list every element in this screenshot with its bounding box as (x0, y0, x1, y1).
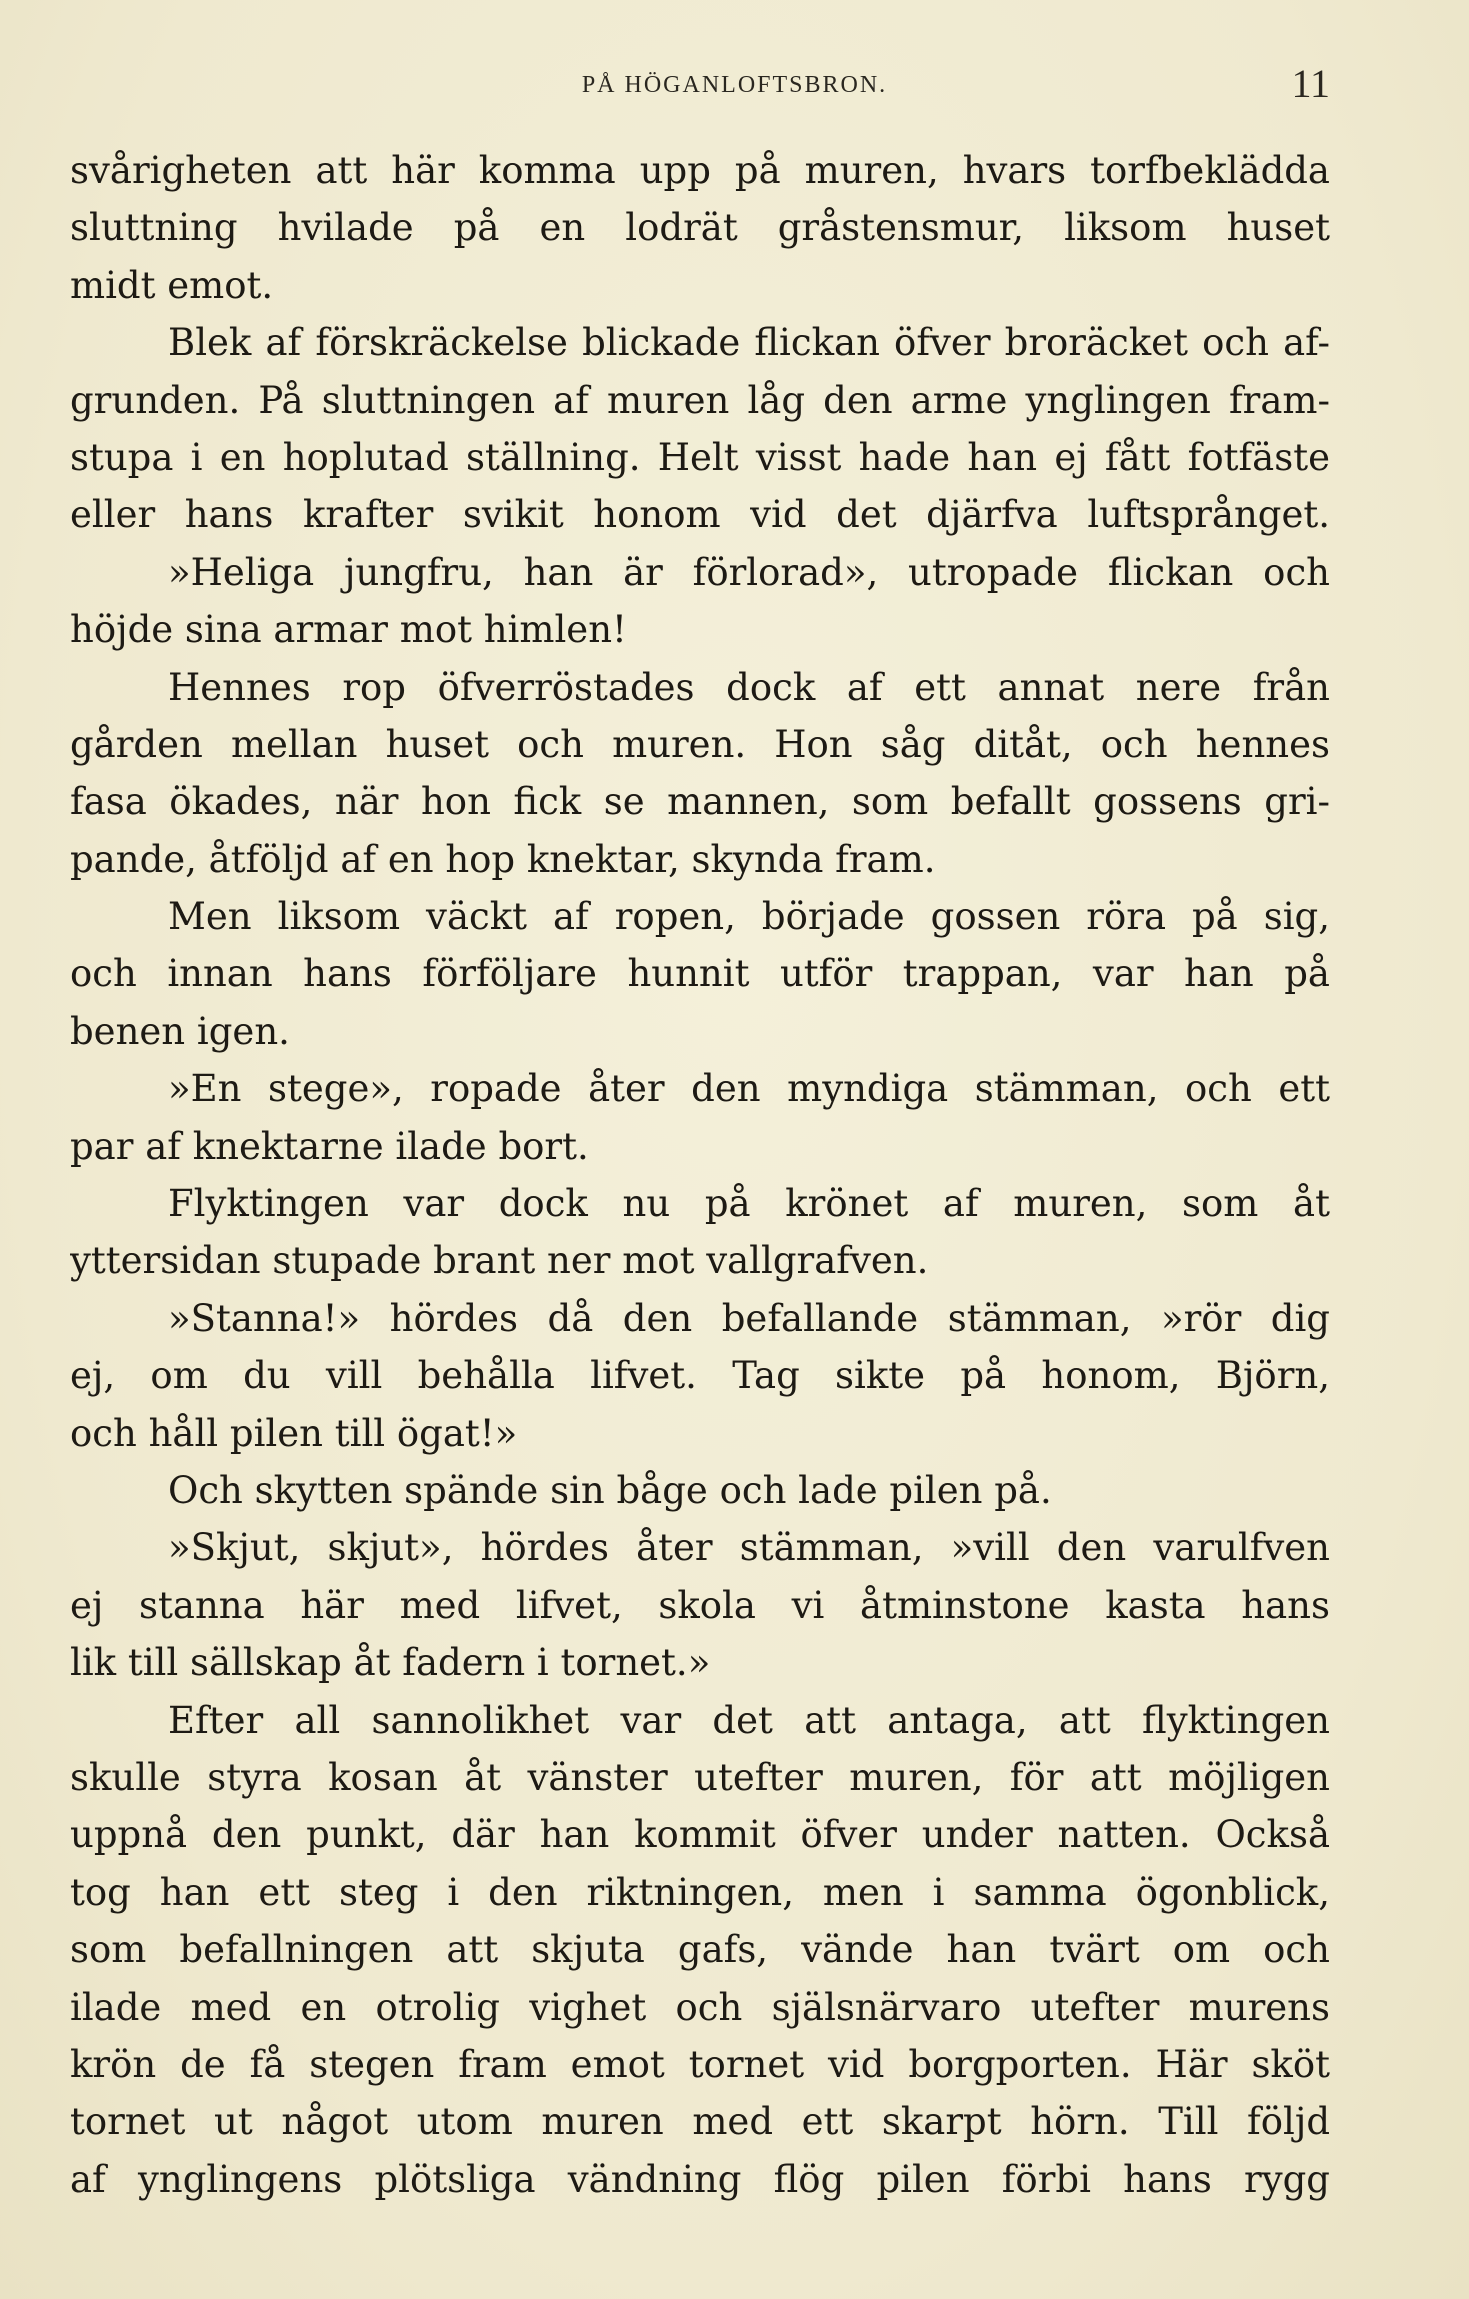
text-line: skulle styra kosan åt vänster utefter muren, för att möjligen (70, 1755, 1330, 1799)
text-line: Flyktingen var dock nu på krönet af muren, som åt (168, 1182, 1330, 1226)
text-line: gården mellan huset och muren. Hon såg ditåt, och hennes (70, 722, 1330, 766)
text-line: fasa ökades, när hon fick se mannen, som befallt gossens gri- (70, 780, 1330, 824)
text-line: höjde sina armar mot himlen! (70, 608, 627, 652)
text-line: stupa i en hoplutad ställning. Helt visst hade han ej fått fotfäste (70, 435, 1330, 479)
text-line: eller hans krafter svikit honom vid det djärfva luftsprånget. (70, 493, 1330, 537)
text-line: »En stege», ropade åter den myndiga stämman, och ett (168, 1067, 1330, 1111)
running-head (0, 58, 1469, 118)
text-line: grunden. På sluttningen af muren låg den arme ynglingen fram- (70, 378, 1330, 422)
text-line: ej, om du vill behålla lifvet. Tag sikte på honom, Björn, (70, 1354, 1330, 1398)
body-text (70, 142, 1330, 2208)
text-line: svårigheten att här komma upp på muren, hvars torfbeklädda (70, 149, 1330, 192)
text-line: benen igen. (70, 1009, 290, 1053)
text-line: Men liksom väckt af ropen, började gossen röra på sig, (168, 895, 1330, 939)
page-number: 11 (1291, 61, 1330, 106)
text-line: ilade med en otrolig vighet och själsnärvaro utefter murens (70, 1985, 1330, 2029)
text-line: par af knektarne ilade bort. (70, 1124, 589, 1168)
text-line: tornet ut något utom muren med ett skarpt hörn. Till följd (70, 2100, 1330, 2144)
text-line: krön de få stegen fram emot tornet vid borgporten. Här sköt (70, 2042, 1330, 2086)
text-line: Efter all sannolikhet var det att antaga, att flyktingen (168, 1698, 1330, 1742)
text-line: ej stanna här med lifvet, skola vi åtminstone kasta hans (70, 1583, 1330, 1627)
text-line: Och skytten spände sin båge och lade pilen på. (168, 1468, 1052, 1512)
text-line: och håll pilen till ögat!» (70, 1411, 518, 1455)
text-line: tog han ett steg i den riktningen, men i samma ögonblick, (70, 1870, 1330, 1914)
text-line: lik till sällskap åt fadern i tornet.» (70, 1641, 711, 1685)
text-line: uppnå den punkt, där han kommit öfver under natten. Också (70, 1813, 1330, 1857)
text-line: Hennes rop öfverröstades dock af ett annat nere från (168, 665, 1330, 709)
text-line: som befallningen att skjuta gafs, vände han tvärt om och (70, 1928, 1330, 1972)
text-line: midt emot. (70, 263, 274, 307)
text-line: af ynglingens plötsliga vändning flög pilen förbi hans rygg (70, 2157, 1330, 2201)
text-line: yttersidan stupade brant ner mot vallgrafven. (70, 1239, 929, 1283)
text-line: pande, åtföljd af en hop knektar, skynda fram. (70, 837, 936, 881)
text-line: »Skjut, skjut», hördes åter stämman, »vill den varulfven (168, 1526, 1330, 1570)
text-line: Blek af förskräckelse blickade flickan öfver broräcket och af- (168, 321, 1330, 365)
text-line: »Stanna!» hördes då den befallande stämman, »rör dig (168, 1296, 1330, 1340)
running-title: PÅ HÖGANLOFTSBRON. (581, 72, 888, 98)
text-line: och innan hans förföljare hunnit utför trappan, var han på (70, 952, 1330, 996)
text-line: »Heliga jungfru, han är förlorad», utropade flickan och (168, 550, 1330, 594)
text-line: sluttning hvilade på en lodrät gråstensmur, liksom huset (70, 206, 1330, 250)
